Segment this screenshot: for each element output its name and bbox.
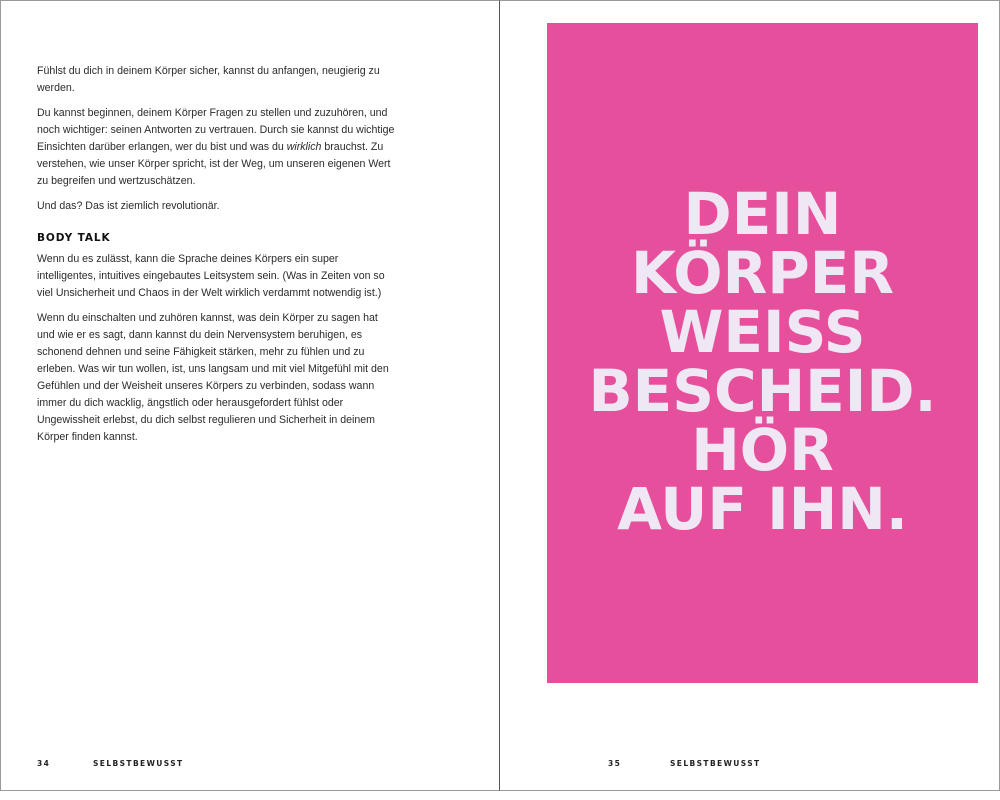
poster-line-2: KÖRPER <box>630 239 895 307</box>
right-running-footer: SELBSTBEWUSST <box>670 759 761 768</box>
paragraph-2-emphasis: wirklich <box>286 141 322 153</box>
right-page <box>500 0 1000 791</box>
paragraph-2-end: brauchst. Zu verstehen, wie unser Körper spricht, ist der Weg, um unseren eigenen Wert zu begreifen und wertzuschätzen. <box>37 141 391 187</box>
poster-quote <box>547 180 978 543</box>
section-heading: BODY TALK <box>37 232 111 244</box>
quote-poster <box>547 23 978 683</box>
body-text <box>37 63 397 454</box>
poster-line-3: WEISS <box>659 298 866 366</box>
poster-line-4: BESCHEID. <box>588 357 937 425</box>
left-page-number: 34 <box>37 759 51 768</box>
paragraph-2 <box>37 105 397 190</box>
paragraph-1: Fühlst du dich in deinem Körper sicher, kannst du anfangen, neugierig zu werden. <box>37 65 380 94</box>
paragraph-3: Und das? Das ist ziemlich revolutionär. <box>37 200 220 212</box>
poster-line-6: AUF IHN. <box>617 475 908 543</box>
poster-line-1: DEIN <box>683 180 842 248</box>
paragraph-2-start: Du kannst beginnen, deinem Körper Fragen zu stellen und zuzuhören, und noch wichtiger: seinen Antworten zu vertrauen. Durch sie kannst du wichtige Einsichten darüber erlangen, wer du bist und was du <box>37 107 395 153</box>
paragraph-4: Wenn du es zulässt, kann die Sprache deines Körpers ein super intelligentes, intuitives eingebautes Leitsystem sein. (Was in Zeiten von so viel Unsicherheit und Chaos in der Welt wirklich verdammt notwendig ist.) <box>37 253 385 299</box>
left-running-footer: SELBSTBEWUSST <box>93 759 184 768</box>
right-page-number: 35 <box>608 759 622 768</box>
paragraph-5: Wenn du einschalten und zuhören kannst, was dein Körper zu sagen hat und wie er es sagt, dann kannst du dein Nervensystem beruhigen, es schonend dehnen und seine Fähigkeit stärken, mehr zu fühlen und zu erleben. Was wir tun wollen, ist, uns langsam und mit viel Mitgefühl mit den Gefühlen und der Weisheit unseres Körpers zu verbinden, sodass wann immer du dich wacklig, ängstlich oder herausgefordert fühlst oder Ungewissheit erlebst, du dich selbst regulieren und Sicherheit in deinem Körper finden kannst. <box>37 312 389 443</box>
poster-line-5: HÖR <box>691 416 834 484</box>
left-page <box>0 0 500 791</box>
